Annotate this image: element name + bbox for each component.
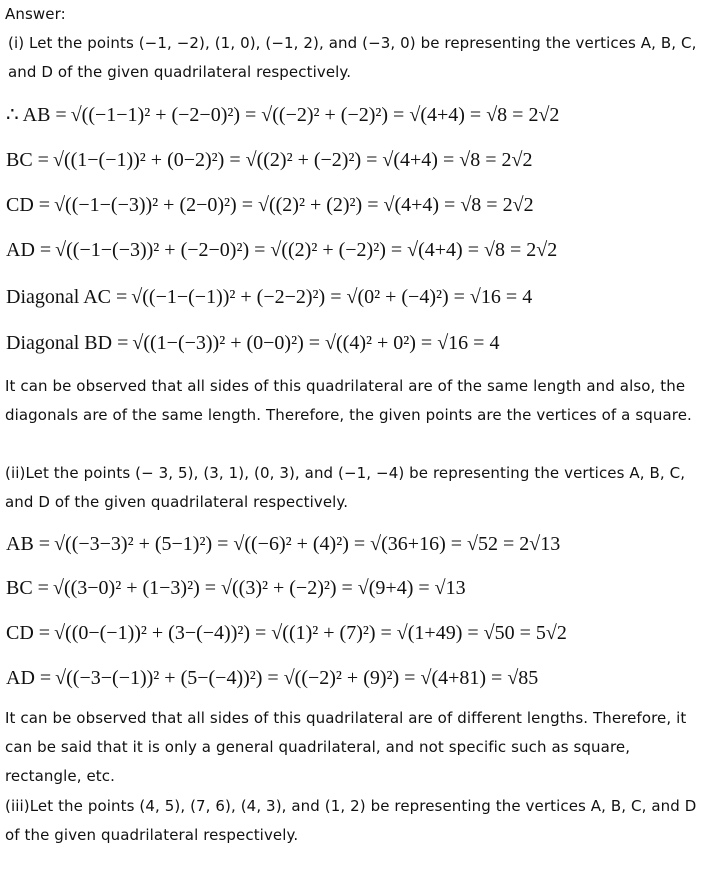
equation-rhs: √((1−(−1))² + (0−2)²) = √((2)² + (−2)²) = √(4+4) = √8 = 2√2 <box>52 149 533 171</box>
equation-bc <box>6 571 466 611</box>
part1-intro: (i) Let the points (−1, −2), (1, 0), (−1, 2), and (−3, 0) be representing the vertices A, B, C, and D of the given quadrilateral respectively. <box>8 34 697 81</box>
equation-lhs: CD = <box>6 622 51 644</box>
part2-conclusion: It can be observed that all sides of this quadrilateral are of different lengths. Therefore, it can be said that it is only a general quadrilateral, and not specific such as square, rectangle, etc. <box>5 709 687 785</box>
equation-rhs: √((1−(−3))² + (0−0)²) = √((4)² + 0²) = √16 = 4 <box>132 332 500 354</box>
equation-ad <box>6 661 538 701</box>
part3-intro: (iii)Let the points (4, 5), (7, 6), (4, 3), and (1, 2) be representing the vertices A, B, C, and D of the given quadrilateral respectively. <box>5 797 697 844</box>
equation-lhs: Diagonal BD = <box>6 332 129 354</box>
equation-ab <box>6 527 560 567</box>
equation-lhs: BC = <box>6 149 49 171</box>
equation-bc <box>6 143 532 183</box>
equation-ab <box>6 98 559 138</box>
equation-lhs: AB = <box>6 533 51 555</box>
equation-lhs: CD = <box>6 194 51 216</box>
part1-conclusion: It can be observed that all sides of this quadrilateral are of the same length and also, the diagonals are of the same length. Therefore, the given points are the vertices of a square. <box>5 377 692 424</box>
answer-label: Answer: <box>5 5 66 23</box>
equation-lhs: Diagonal AC = <box>6 286 128 308</box>
equation-rhs: √((−1−(−1))² + (−2−2)²) = √(0² + (−4)²) = √16 = 4 <box>131 286 533 308</box>
equation-rhs: √((−3−(−1))² + (5−(−4))²) = √((−2)² + (9)²) = √(4+81) = √85 <box>55 667 539 689</box>
equation-lhs: AD = <box>6 239 52 261</box>
equation-rhs: √((−1−(−3))² + (−2−0)²) = √((2)² + (−2)²) = √(4+4) = √8 = 2√2 <box>55 239 558 261</box>
equation-cd <box>6 188 534 228</box>
part2-intro: (ii)Let the points (− 3, 5), (3, 1), (0, 3), and (−1, −4) be representing the vertices A, B, C, and D of the given quadrilateral respectively. <box>5 464 686 511</box>
equation-rhs: √((−1−(−3))² + (2−0)²) = √((2)² + (2)²) = √(4+4) = √8 = 2√2 <box>54 194 534 216</box>
equation-rhs: √((−1−1)² + (−2−0)²) = √((−2)² + (−2)²) = √(4+4) = √8 = 2√2 <box>70 104 560 126</box>
equation-diagonal-bd <box>6 326 499 366</box>
equation-rhs: √((0−(−1))² + (3−(−4))²) = √((1)² + (7)²) = √(1+49) = √50 = 5√2 <box>54 622 567 644</box>
equation-diagonal-ac <box>6 280 532 320</box>
equation-rhs: √((3−0)² + (1−3)²) = √((3)² + (−2)²) = √(9+4) = √13 <box>52 577 466 599</box>
equation-ad <box>6 233 557 273</box>
equation-rhs: √((−3−3)² + (5−1)²) = √((−6)² + (4)²) = √(36+16) = √52 = 2√13 <box>54 533 561 555</box>
equation-cd <box>6 616 567 656</box>
equation-lhs: BC = <box>6 577 49 599</box>
equation-lhs: ∴ AB = <box>6 104 67 126</box>
equation-lhs: AD = <box>6 667 52 689</box>
